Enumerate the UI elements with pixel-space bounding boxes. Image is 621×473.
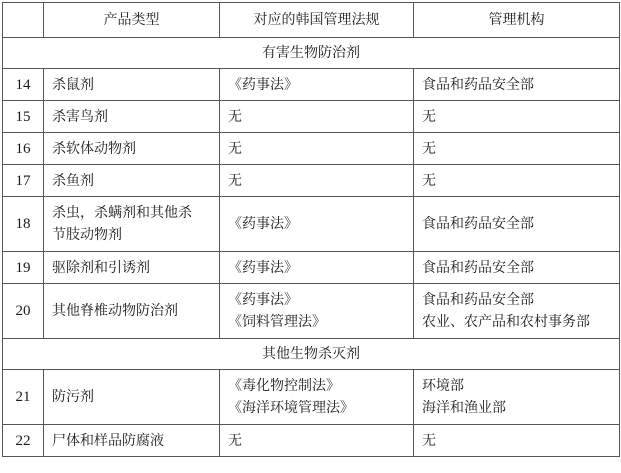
product-type-cell [44, 252, 220, 284]
product-type-cell-line: 杀鼠剂 [52, 76, 94, 93]
regulation-cell [220, 425, 414, 457]
header-korean-regulation: 对应的韩国管理法规 [220, 3, 414, 38]
row-number: 20 [3, 284, 44, 339]
regulation-cell-line: 无 [228, 432, 242, 449]
regulation-cell [220, 284, 414, 339]
regulation-cell [220, 165, 414, 197]
product-type-cell [44, 425, 220, 457]
agency-cell-line: 食品和药品安全部 [422, 259, 534, 276]
row-number: 22 [3, 425, 44, 457]
agency-cell [414, 69, 620, 101]
regulation-cell-line: 《药事法》 [228, 292, 298, 308]
regulation-cell [220, 370, 414, 425]
regulation-cell [220, 133, 414, 165]
row-number: 19 [3, 252, 44, 284]
row-number: 17 [3, 165, 44, 197]
product-type-cell-line: 杀鱼剂 [52, 172, 94, 189]
agency-cell [414, 197, 620, 252]
agency-cell-line: 食品和药品安全部 [422, 76, 534, 93]
agency-cell [414, 101, 620, 133]
regulation-cell-line: 《海洋环境管理法》 [228, 400, 354, 416]
table-row [3, 252, 620, 284]
regulation-cell-line: 《毒化物控制法》 [228, 378, 340, 394]
table-body [3, 38, 620, 457]
table-row [3, 197, 620, 252]
row-number: 16 [3, 133, 44, 165]
table-row [3, 69, 620, 101]
table-row [3, 370, 620, 425]
regulation-cell-line: 《药事法》 [228, 216, 298, 232]
table-row [3, 425, 620, 457]
regulation-table [2, 2, 620, 457]
section-row [3, 339, 620, 370]
regulation-cell [220, 252, 414, 284]
regulation-cell [220, 69, 414, 101]
table-row [3, 101, 620, 133]
regulation-cell-line: 无 [228, 140, 242, 157]
agency-cell [414, 165, 620, 197]
header-number [3, 3, 44, 38]
section-title: 有害生物防治剂 [3, 38, 620, 69]
agency-cell-line: 无 [422, 108, 436, 125]
row-number: 21 [3, 370, 44, 425]
header-agency: 管理机构 [414, 3, 620, 38]
agency-cell-line: 食品和药品安全部 [422, 292, 534, 308]
regulation-cell-line: 《饲料管理法》 [228, 314, 326, 330]
agency-cell [414, 284, 620, 339]
product-type-cell-line: 其他脊椎动物防治剂 [52, 303, 178, 319]
product-type-cell-line: 防污剂 [52, 389, 94, 405]
agency-cell [414, 252, 620, 284]
table-row [3, 284, 620, 339]
product-type-cell-line: 杀害鸟剂 [52, 108, 108, 125]
agency-cell-line: 无 [422, 432, 436, 449]
header-row [3, 3, 620, 38]
section-title: 其他生物杀灭剂 [3, 339, 620, 370]
agency-cell-line: 海洋和渔业部 [422, 400, 506, 416]
product-type-cell [44, 165, 220, 197]
header-product-type: 产品类型 [44, 3, 220, 38]
agency-cell [414, 370, 620, 425]
agency-cell-line: 无 [422, 140, 436, 157]
product-type-cell-line: 驱除剂和引诱剂 [52, 259, 150, 276]
product-type-cell-line: 杀虫，杀螨剂和其他杀 [52, 205, 192, 221]
product-type-cell [44, 197, 220, 252]
agency-cell-line: 无 [422, 172, 436, 189]
regulation-cell [220, 197, 414, 252]
product-type-cell-line: 杀软体动物剂 [52, 140, 136, 157]
regulation-cell-line: 《药事法》 [228, 76, 298, 93]
product-type-cell [44, 370, 220, 425]
agency-cell-line: 食品和药品安全部 [422, 216, 534, 232]
product-type-cell [44, 284, 220, 339]
row-number: 14 [3, 69, 44, 101]
regulation-cell [220, 101, 414, 133]
agency-cell [414, 425, 620, 457]
product-type-cell-line: 尸体和样品防腐液 [52, 432, 164, 449]
agency-cell-line: 环境部 [422, 378, 464, 394]
product-type-cell [44, 133, 220, 165]
agency-cell-line: 农业、农产品和农村事务部 [422, 314, 590, 330]
regulation-cell-line: 《药事法》 [228, 259, 298, 276]
agency-cell [414, 133, 620, 165]
product-type-cell-line: 节肢动物剂 [52, 227, 122, 243]
product-type-cell [44, 101, 220, 133]
table-row [3, 133, 620, 165]
regulation-cell-line: 无 [228, 108, 242, 125]
row-number: 18 [3, 197, 44, 252]
table-row [3, 165, 620, 197]
row-number: 15 [3, 101, 44, 133]
section-row [3, 38, 620, 69]
regulation-cell-line: 无 [228, 172, 242, 189]
product-type-cell [44, 69, 220, 101]
